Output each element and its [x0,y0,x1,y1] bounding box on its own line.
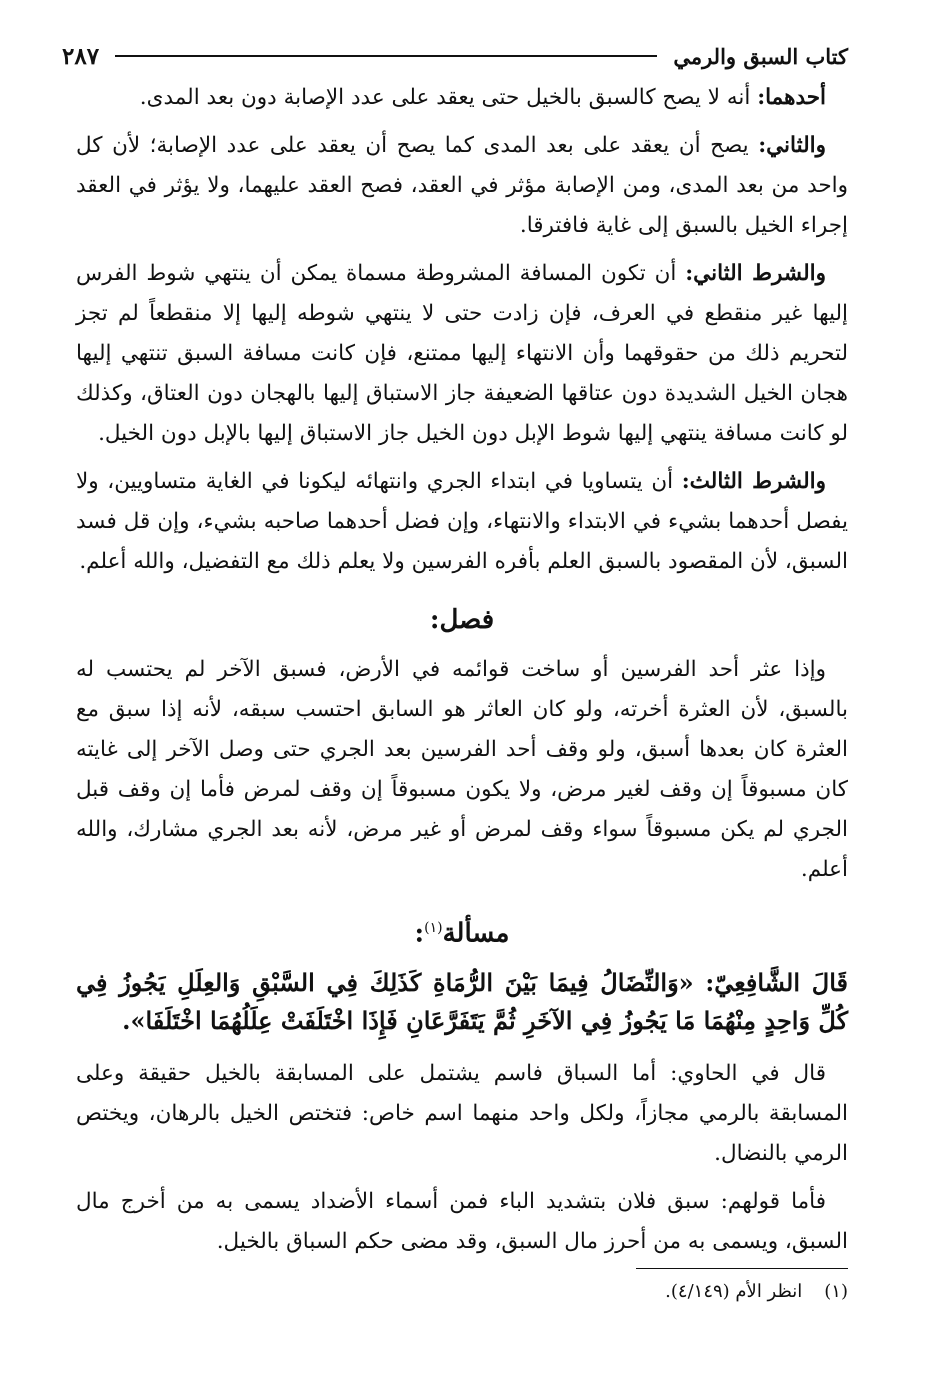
masala-heading-colon: : [414,918,425,949]
commentary-paragraph: فأما قولهم: سبق فلان بتشديد الباء فمن أسماء الأضداد يسمى به من أخرج مال السبق، ويسمى به من أحرز مال السبق، وقد مضى حكم السباق بالخيل. [76,1188,848,1254]
paragraph-lead: والثاني: [758,133,826,158]
footnote-marker: (١) [424,920,443,936]
paragraph-lead: والشرط الثاني: [685,261,826,286]
paragraph-text: يصح أن يعقد على بعد المدى كما يصح أن يعقد على عدد الإصابة؛ لأن كل واحد من بعد المدى، ومن الإصابة مؤثر في العقد، فصح العقد عليهما، ولا يؤثر في العقد إجراء الخيل بالسبق إلى غاية فافترقا. [76,133,848,238]
paragraph-text: أنه لا يصح كالسبق بالخيل حتى يعقد على عدد الإصابة دون بعد المدى. [139,85,758,110]
paragraph-text: أن يتساويا في ابتداء الجري وانتهائه ليكونا في الغاية متساويين، ولا يفصل أحدهما بشيء في الابتداء والانتهاء، وإن فضل أحدهما صاحبه بشيء، وإن قل فسد السبق، لأن المقصود بالسبق العلم بأفره الفرسين ولا يعلم ذلك مع التفضيل، والله أعلم. [76,469,848,574]
masala-heading [76,908,848,954]
paragraph-second-condition [76,254,848,454]
page-body [76,78,848,1270]
page-number: ٢٨٧ [62,42,100,70]
page-header [62,38,848,74]
header-rule [115,55,657,57]
footnote [300,1276,848,1308]
paragraph-first-opinion [76,78,848,118]
running-title: كتاب السبق والرمي [673,43,848,69]
shafii-quote: قَالَ الشَّافِعِيّ: «وَالنِّضَالُ فِيمَا بَيْنَ الرُّمَاةِ كَذَلِكَ فِي السَّبْقِ وَالعِلَلِ يَجُوزُ فِي كُلِّ وَاحِدٍ مِنْهُمَا مَا يَجُوزُ فِي الآخَرِ ثُمَّ يَتَفَرَّعَانِ فَإِذَا اخْتَلَفَتْ عِلَلُهُمَا اخْتَلَفَا». [76,967,848,1035]
paragraph-text: أن تكون المسافة المشروطة مسماة يمكن أن ينتهي شوط الفرس إليها غير منقطع في العرف، فإن زادت حتى لا ينتهي شوطه إليها إلا منقطعاً لم تجز لتحريم ذلك من حقوقهما وأن الانتهاء إليها ممتنع، فإن كانت مسافة السبق تنتهي إليها هجان الخيل الشديدة دون عتاقها الضعيفة جاز الاستباق إليها بالهجان دون العتاق، وكذلك لو كانت مسافة ينتهي إليها شوط الإبل دون الخيل جاز الاستباق إليها بالإبل دون الخيل. [76,261,848,446]
paragraph-third-condition [76,462,848,582]
section-paragraph: وإذا عثر أحد الفرسين أو ساخت قوائمه في الأرض، فسبق الآخر لم يحتسب له بالسبق، لأن العثرة أخرته، ولو كان العاثر هو السابق احتسب سبقه، لأنه إذا سبق مع العثرة كان بعدها أسبق، ولو وقف أحد الفرسين بعد الجري حتى وصل الآخر إلى غايته كان مسبوقاً إن وقف لغير مرض، ولا يكون مسبوقاً إن وقف لمرض فأما إن وقف قبل الجري لم يكن مسبوقاً سواء وقف لمرض أو غير مرض، لأنه بعد الجري مشارك، والله أعلم. [76,657,848,882]
paragraph-lead: أحدهما: [757,85,826,110]
section-heading: فصل: [429,605,495,635]
paragraph-second-opinion [76,126,848,246]
footnote-text: انظر الأم (٤/١٤٩). [665,1281,803,1302]
footnote-number: (١) [824,1281,848,1302]
paragraph-lead: والشرط الثالث: [681,469,826,494]
footnote-divider [636,1268,848,1269]
masala-heading-text: مسألة [442,918,510,949]
hawi-paragraph: قال في الحاوي: أما السباق فاسم يشتمل على المسابقة بالخيل حقيقة وعلى المسابقة بالرمي مجازاً، ولكل واحد منهما اسم خاص: فتختص الخيل بالرهان، ويختص الرمي بالنضال. [76,1060,848,1166]
